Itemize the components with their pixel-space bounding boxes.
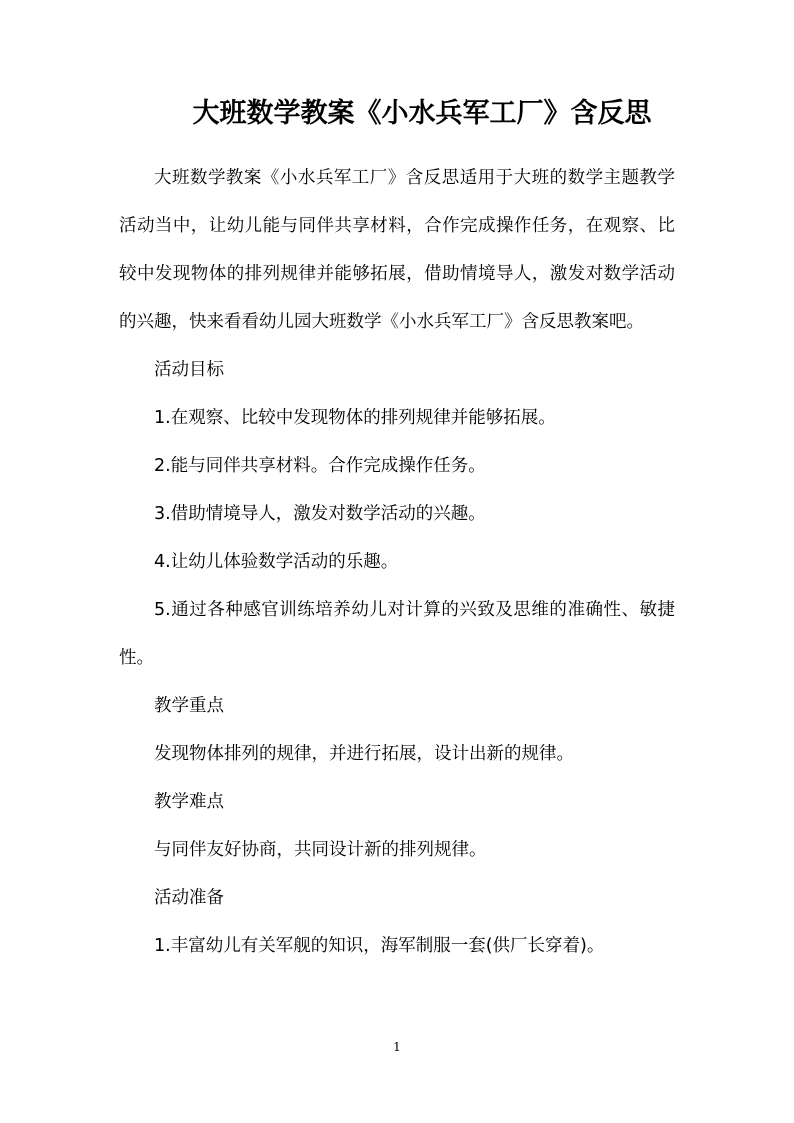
preparation-item-1: 1.丰富幼儿有关军舰的知识，海军制服一套(供厂长穿着)。 [154, 936, 605, 956]
section-heading-key-points: 教学重点 [154, 696, 224, 716]
document-body [119, 154, 675, 970]
goal-item-5: 5.通过各种感官训练培养幼儿对计算的兴致及思维的准确性、敏捷性。 [119, 600, 675, 668]
goal-item-1: 1.在观察、比较中发现物体的排列规律并能够拓展。 [154, 408, 556, 428]
difficulties-text: 与同伴友好协商，共同设计新的排列规律。 [154, 840, 487, 860]
goal-item-2: 2.能与同伴共享材料。合作完成操作任务。 [154, 456, 486, 476]
key-points-text: 发现物体排列的规律，并进行拓展，设计出新的规律。 [154, 744, 574, 764]
section-heading-difficulties: 教学难点 [154, 792, 224, 812]
intro-paragraph: 大班数学教案《小水兵军工厂》含反思适用于大班的数学主题教学活动当中，让幼儿能与同伴共享材料，合作完成操作任务，在观察、比较中发现物体的排列规律并能够拓展，借助情境导人，激发对数学活动的兴趣，快来看看幼儿园大班数学《小水兵军工厂》含反思教案吧。 [119, 168, 675, 332]
goal-item-4: 4.让幼儿体验数学活动的乐趣。 [154, 552, 399, 572]
section-heading-preparation: 活动准备 [154, 888, 224, 908]
page-number: 1 [393, 1040, 401, 1054]
section-heading-goals: 活动目标 [154, 360, 224, 380]
goal-item-3: 3.借助情境导人，激发对数学活动的兴趣。 [154, 504, 486, 524]
document-title: 大班数学教案《小水兵军工厂》含反思 [192, 98, 652, 129]
